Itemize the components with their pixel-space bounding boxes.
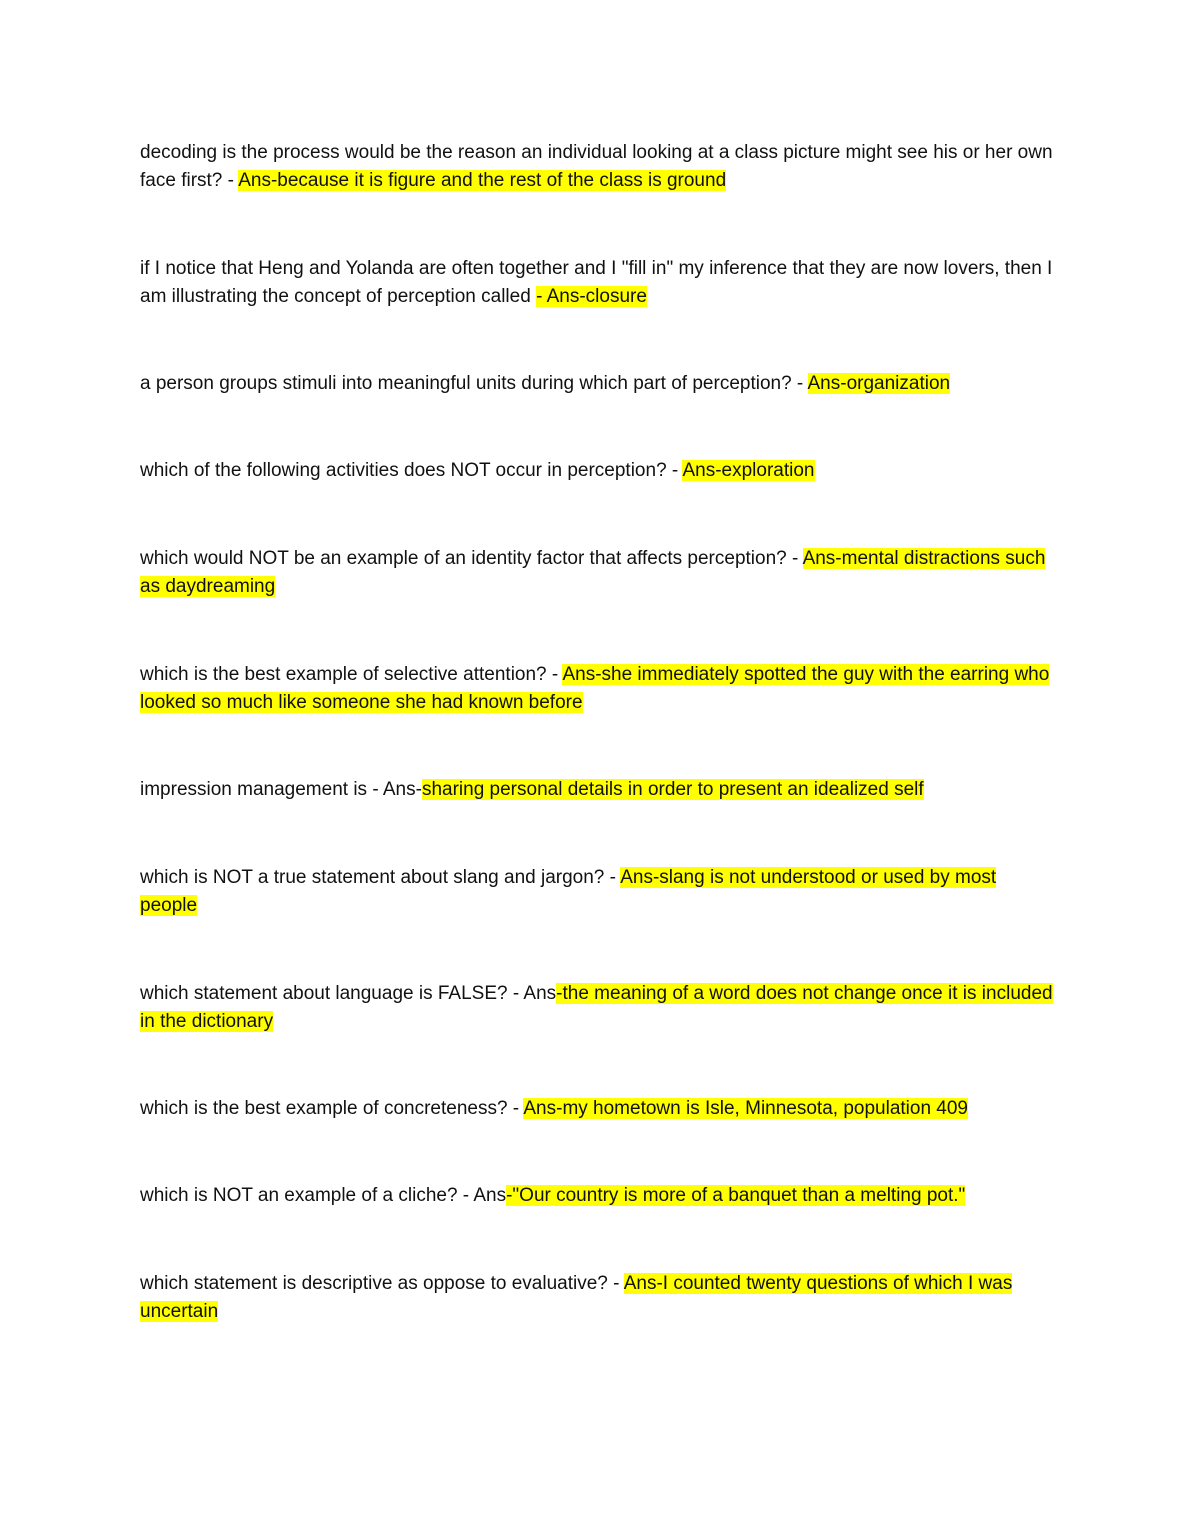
qa-item: [140, 864, 1055, 920]
highlighted-answer: Ans-mental distractions such as daydreaming: [140, 548, 1046, 597]
highlighted-answer: Ans-because it is figure and the rest of the class is ground: [238, 170, 727, 191]
qa-item: [140, 980, 1055, 1036]
highlighted-answer: Ans-she immediately spotted the guy with the earring who looked so much like someone she had known before: [140, 664, 1050, 713]
question-text: which of the following activities does NOT occur in perception? -: [140, 460, 683, 481]
highlighted-answer: - Ans-closure: [536, 286, 647, 307]
qa-item: [140, 661, 1055, 717]
qa-item: [140, 255, 1055, 311]
question-text: impression management is - Ans-: [140, 779, 422, 800]
qa-item: [140, 139, 1055, 195]
highlighted-answer: Ans-organization: [807, 373, 951, 394]
question-text: if I notice that Heng and Yolanda are often together and I "fill in" my inference that they are now lovers, then I am illustrating the concept of perception called: [140, 258, 1053, 307]
question-text: which is NOT an example of a cliche? - Ans: [140, 1185, 507, 1206]
highlighted-answer: Ans-exploration: [682, 460, 815, 481]
question-text: which statement about language is FALSE? - Ans: [140, 983, 557, 1004]
question-text: which would NOT be an example of an identity factor that affects perception? -: [140, 548, 803, 569]
highlighted-answer: -the meaning of a word does not change once it is included in the dictionary: [140, 983, 1053, 1032]
highlighted-answer: Ans-I counted twenty questions of which I was uncertain: [140, 1273, 1013, 1322]
qa-item: [140, 457, 1055, 485]
question-text: which is NOT a true statement about slang and jargon? -: [140, 867, 621, 888]
question-text: a person groups stimuli into meaningful units during which part of perception? -: [140, 373, 808, 394]
qa-item: [140, 545, 1055, 601]
qa-item: [140, 1095, 1055, 1123]
highlighted-answer: Ans-slang is not understood or used by most people: [140, 867, 997, 916]
qa-item: [140, 1182, 1055, 1210]
qa-item: [140, 1270, 1055, 1326]
question-text: which is the best example of selective attention? -: [140, 664, 563, 685]
question-text: decoding is the process would be the reason an individual looking at a class picture might see his or her own face first? -: [140, 142, 1053, 191]
highlighted-answer: sharing personal details in order to present an idealized self: [421, 779, 924, 800]
question-text: which statement is descriptive as oppose to evaluative? -: [140, 1273, 624, 1294]
qa-item: [140, 776, 1055, 804]
qa-item: [140, 370, 1055, 398]
highlighted-answer: -"Our country is more of a banquet than a melting pot.": [506, 1185, 966, 1206]
question-text: which is the best example of concreteness? -: [140, 1098, 524, 1119]
highlighted-answer: Ans-my hometown is Isle, Minnesota, population 409: [523, 1098, 969, 1119]
